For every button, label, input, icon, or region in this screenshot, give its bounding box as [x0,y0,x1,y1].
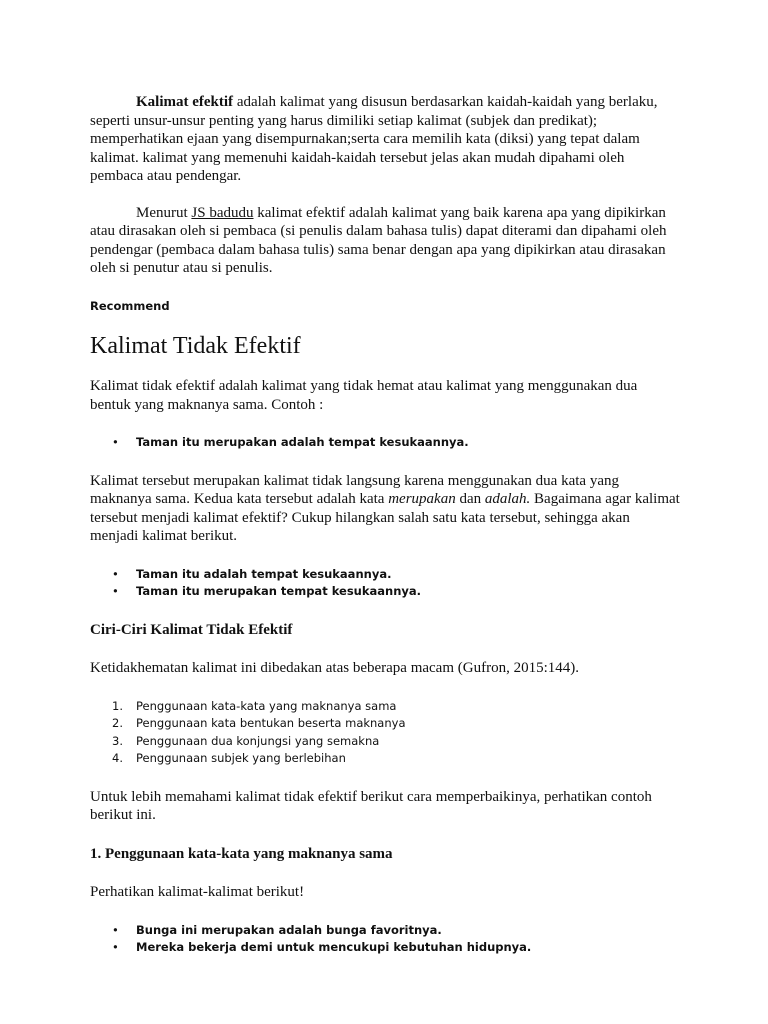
list-number: 4. [112,751,123,765]
heading-kalimat-tidak-efektif: Kalimat Tidak Efektif [90,333,301,359]
corrected-list [90,566,680,601]
paragraph-text: adalah kalimat yang disusun berdasarkan kaidah-kaidah yang berlaku, seperti unsur-unsur penting yang harus dimiliki setiap kalimat (subjek dan predikat); memperhatikan ejaan yang disempurnakan;serta cara memilih kata (diksi) yang tepat dalam kalimat. kalimat yang memenuhi kaidah-kaidah tersebut jelas akan mudah dipahami oleh pembaca atau pendengar. [90,94,658,184]
example-list [90,434,680,452]
document-page [90,93,680,957]
paragraph-perhatikan: Perhatikan kalimat-kalimat berikut! [90,884,305,900]
list-item [90,733,680,751]
paragraph-contoh: Untuk lebih memahami kalimat tidak efektif berikut cara memperbaikinya, perhatikan contoh berikut ini. [90,788,652,823]
text-segment: dan [455,491,485,507]
list-item [90,750,680,768]
text-segment: Bagaimana agar kalimat tersebut menjadi kalimat efektif? Cukup hilangkan salah satu kata tersebut, sehingga akan menjadi kalimat berikut. [90,491,680,544]
list-item-text: Penggunaan kata bentukan beserta maknanya [136,716,406,730]
recommend-label[interactable]: Recommend [90,298,170,313]
list-item: • Bunga ini merupakan adalah bunga favoritnya. [90,922,680,940]
text-segment: Kalimat tersebut merupakan kalimat tidak langsung karena menggunakan dua kata yang maknanya sama. Kedua kata tersebut adalah kata [90,472,619,507]
paragraph-text: kalimat efektif adalah kalimat yang baik karena apa yang dipikirkan atau dirasakan oleh si pembaca (si penulis dalam bahasa tulis) dapat diterami dan dipahami oleh pendengar (pembaca dalam bahasa tulis) sama benar dengan apa yang dipikirkan atau dirasakan oleh si penutur atau si penulis. [90,204,667,276]
author-link[interactable]: JS badudu [191,204,254,221]
list-item-text: Penggunaan kata-kata yang maknanya sama [136,698,397,713]
term-kalimat-efektif: Kalimat efektif [136,94,234,110]
list-number: 3. [112,733,123,748]
list-number: 2. [112,716,123,730]
list-item [90,698,680,716]
paragraph-penjelasan [90,472,680,546]
list-item-text: Penggunaan subjek yang berlebihan [136,751,346,765]
paragraph-ketidakhematan: Ketidakhematan kalimat ini dibedakan atas beberapa macam (Gufron, 2015:144). [90,660,579,676]
italic-word: adalah. [484,491,531,507]
list-item: • Mereka bekerja demi untuk mencukupi kebutuhan hidupnya. [90,939,680,957]
heading-penggunaan-kata: 1. Penggunaan kata-kata yang maknanya sama [90,845,393,862]
list-item: • Taman itu adalah tempat kesukaannya. [90,566,680,584]
paragraph-definisi: Kalimat tidak efektif adalah kalimat yang tidak hemat atau kalimat yang menggunakan dua bentuk yang maknanya sama. Contoh : [90,378,638,413]
list-item [90,715,680,733]
sentence-list [90,922,680,957]
heading-ciri-ciri: Ciri-Ciri Kalimat Tidak Efektif [90,621,293,638]
paragraph-lead: Menurut [136,204,192,221]
paragraph-menurut-badudu [90,204,680,278]
paragraph-kalimat-efektif [90,93,680,186]
list-number: 1. [112,698,123,713]
list-item-text: Penggunaan dua konjungsi yang semakna [136,733,380,748]
numbered-list [90,698,680,768]
list-item: • Taman itu merupakan tempat kesukaannya. [90,583,680,601]
list-item: • Taman itu merupakan adalah tempat kesukaannya. [90,434,680,452]
italic-word: merupakan [388,491,456,507]
